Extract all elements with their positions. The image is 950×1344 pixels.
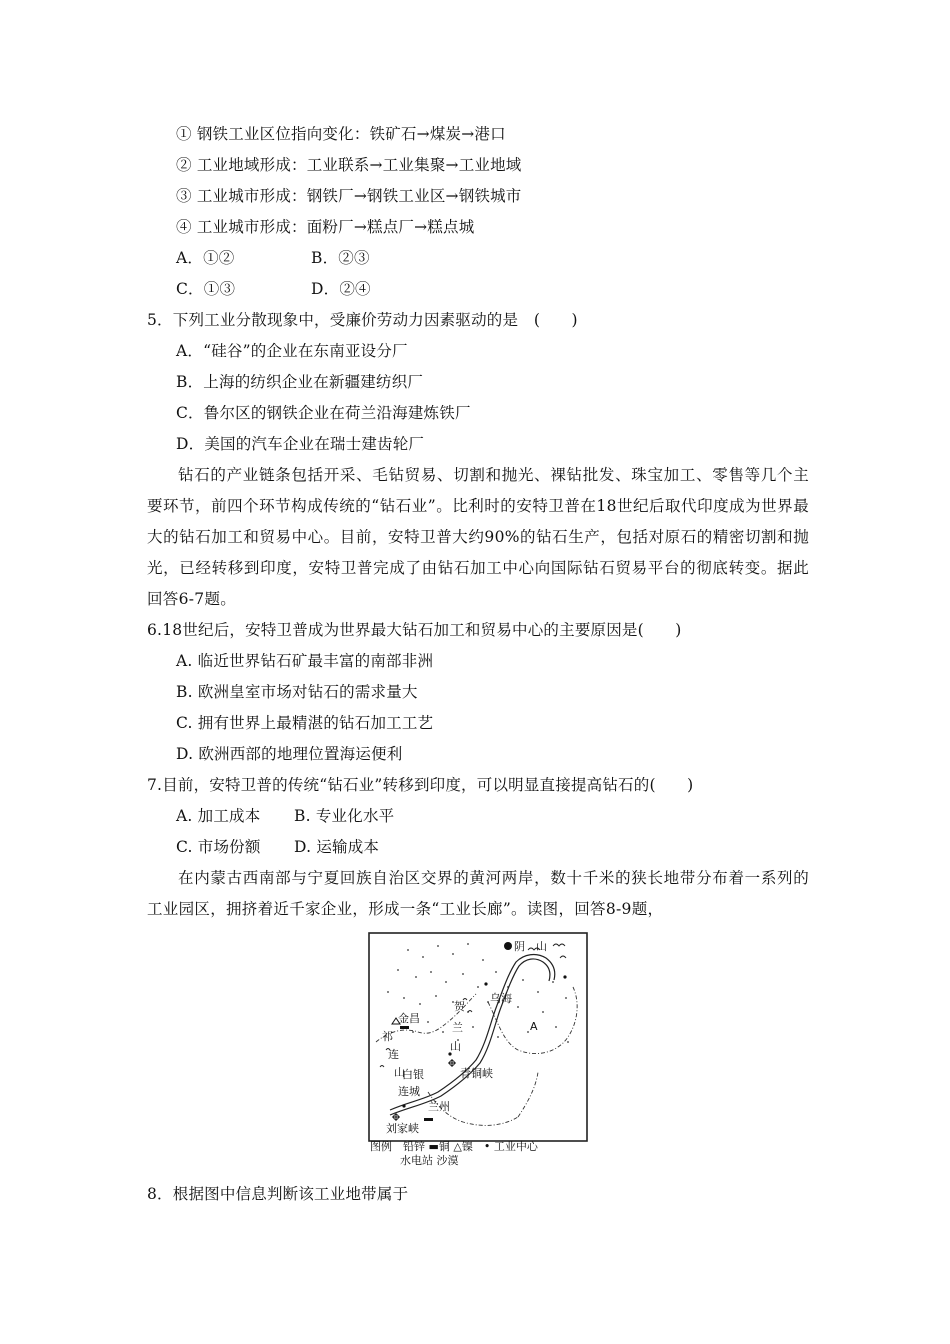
- q7-choice-c: C. 市场份额: [176, 838, 261, 856]
- q5-choice-b: B．上海的纺织企业在新疆建纺织厂: [176, 373, 424, 391]
- q6-stem: 6.18世纪后，安特卫普成为世界最大钻石加工和贸易中心的主要原因是( ): [147, 621, 682, 639]
- q4-choice-d: D．②④: [311, 280, 371, 298]
- copper-symbol-1: [400, 1026, 409, 1029]
- label-helan-1: 贺: [454, 1000, 465, 1013]
- q5-choice-c: C．鲁尔区的钢铁企业在荷兰沿海建炼铁厂: [176, 404, 471, 422]
- q7-stem: 7.目前，安特卫普的传统“钻石业”转移到印度，可以明显直接提高钻石的( ): [147, 776, 694, 794]
- map-legend-line-2: 水电站 沙漠: [400, 1154, 459, 1167]
- q7-choice-d: D. 运输成本: [294, 838, 380, 856]
- q5-stem: 5．下列工业分散现象中，受廉价劳动力因素驱动的是 ( ): [147, 311, 578, 329]
- label-qilian-3: 山: [394, 1066, 405, 1079]
- q4-option-4: ④ 工业城市形成：面粉厂→糕点厂→糕点城: [176, 218, 475, 236]
- label-baiyin: 白银: [402, 1068, 424, 1081]
- q4-option-3: ③ 工业城市形成：钢铁厂→钢铁工业区→钢铁城市: [176, 187, 522, 205]
- q7-choice-b: B. 专业化水平: [294, 807, 395, 825]
- q4-choice-c: C．①③: [176, 280, 236, 298]
- label-wuhai: 乌海: [490, 992, 512, 1005]
- label-helan-3: 山: [450, 1040, 461, 1053]
- label-yinshan: 阴 山: [514, 940, 547, 953]
- industrial-center-dot-1: [563, 975, 566, 978]
- q6-choice-b: B. 欧洲皇室市场对钻石的需求量大: [176, 683, 418, 701]
- q7-choice-a: A. 加工成本: [176, 807, 261, 825]
- map-legend-line-1: 图例 铅锌 ▬铜 △镍 • 工业中心: [370, 1140, 538, 1153]
- q8-stem: 8．根据图中信息判断该工业地带属于: [147, 1185, 409, 1203]
- copper-symbol-2: [424, 1118, 433, 1121]
- industrial-corridor-map: [368, 932, 588, 1142]
- industrial-center-dot-2: [484, 982, 487, 985]
- q6-choice-c: C. 拥有世界上最精湛的钻石加工工艺: [176, 714, 434, 732]
- q5-choice-a: A．“硅谷”的企业在东南亚设分厂: [176, 342, 408, 360]
- label-liujiaxia: 刘家峡: [386, 1122, 419, 1135]
- q4-option-1: ① 钢铁工业区位指向变化：铁矿石→煤炭→港口: [176, 125, 506, 143]
- label-qilian-2: 连: [388, 1048, 399, 1061]
- industrial-center-dot-4: [402, 1104, 405, 1107]
- label-lanzhou: 兰州: [428, 1100, 450, 1113]
- label-liancheng: 连城: [398, 1085, 420, 1098]
- map-legend: [370, 1140, 538, 1168]
- q4-choice-b: B．②③: [311, 249, 370, 267]
- label-region-a: A: [530, 1020, 538, 1033]
- label-qingtongxia: 青铜峡: [460, 1067, 493, 1080]
- q6-choice-d: D. 欧洲西部的地理位置海运便利: [176, 745, 403, 763]
- label-helan-2: 兰: [452, 1021, 463, 1034]
- label-jinchang: 金昌: [398, 1012, 420, 1025]
- q6-choice-a: A. 临近世界钻石矿最丰富的南部非洲: [176, 652, 434, 670]
- label-qilian-1: 祁: [382, 1030, 393, 1043]
- lead-zinc-symbol: [504, 942, 512, 950]
- map-frame: [369, 933, 587, 1141]
- passage-industrial-corridor: 在内蒙古西南部与宁夏回族自治区交界的黄河两岸，数十千米的狭长地带分布着一系列的工业园区，拥挤着近千家企业，形成一条“工业长廊”。读图，回答8-9题，: [147, 869, 809, 918]
- passage-diamond: 钻石的产业链条包括开采、毛钻贸易、切割和抛光、裸钻批发、珠宝加工、零售等几个主要环节，前四个环节构成传统的“钻石业”。比利时的安特卫普在18世纪后取代印度成为世界最大的钻石加工和贸易中心。目前，安特卫普大约90%的钻石生产，包括对原石的精密切割和抛光，已经转移到印度，安特卫普完成了由钻石加工中心向国际钻石贸易平台的彻底转变。据此回答6-7题。: [147, 466, 809, 608]
- q4-option-2: ② 工业地域形成：工业联系→工业集聚→工业地域: [176, 156, 522, 174]
- q5-choice-d: D．美国的汽车企业在瑞士建齿轮厂: [176, 435, 425, 453]
- q4-choice-a: A．①②: [176, 249, 235, 267]
